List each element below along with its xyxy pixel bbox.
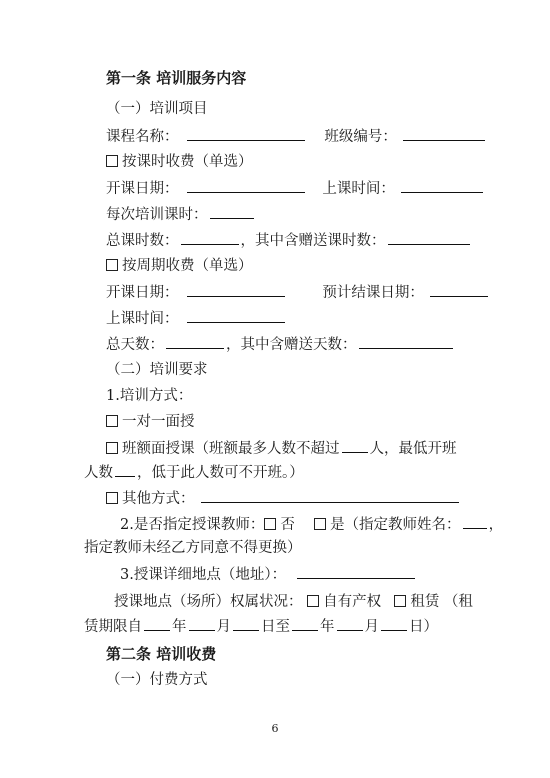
hours-per-row <box>106 204 256 225</box>
lease-month-label: 月 <box>216 619 231 635</box>
lease-to-year-blank[interactable] <box>292 616 318 631</box>
lease-end-label: 日） <box>409 619 438 635</box>
class-teaching-checkbox[interactable] <box>106 442 118 454</box>
hours-per-blank[interactable] <box>210 204 254 219</box>
teacher-name-blank[interactable] <box>463 514 487 529</box>
class-time2-blank[interactable] <box>187 308 285 323</box>
other-mode-checkbox[interactable] <box>106 492 118 504</box>
period-date-row <box>106 282 490 303</box>
option-period-row <box>106 256 253 276</box>
section-training-items: （一）培训项目 <box>106 101 208 117</box>
course-row <box>106 126 487 147</box>
class-time-blank[interactable] <box>401 178 483 193</box>
lease-year2-label: 年 <box>320 619 335 635</box>
lease-from-month-blank[interactable] <box>189 616 215 631</box>
address-row <box>120 564 417 585</box>
article2-title: 第二条 培训收费 <box>106 645 217 663</box>
one-on-one-label: 一对一面授 <box>122 414 195 430</box>
start-date2-label: 开课日期： <box>106 285 179 301</box>
total-hours-blank[interactable] <box>181 230 239 245</box>
teacher-yes-post: ， <box>488 517 504 533</box>
start-date-blank[interactable] <box>187 178 305 193</box>
address-label: 3.授课详细地点（地址）： <box>120 567 287 583</box>
address-blank[interactable] <box>297 564 415 579</box>
article1-title: 第一条 培训服务内容 <box>106 69 247 87</box>
class-no-blank[interactable] <box>403 126 485 141</box>
class-time2-row <box>106 308 287 329</box>
class-teaching-mid: 人，最低开班 <box>369 441 457 457</box>
hourly-date-row <box>106 178 485 199</box>
option-hourly-row <box>106 152 253 172</box>
class-teaching-row-2 <box>84 462 304 483</box>
one-on-one-row <box>106 412 195 432</box>
property-row <box>114 592 473 612</box>
total-days-row <box>106 334 455 355</box>
rent-label: 租赁 （租 <box>410 594 473 610</box>
course-name-blank[interactable] <box>187 126 305 141</box>
teacher-yes-checkbox[interactable] <box>314 518 326 530</box>
gift-hours-label: ，其中含赠送课时数： <box>240 233 386 249</box>
period-label: 按周期收费（单选） <box>122 258 253 274</box>
teacher-question: 2.是否指定授课教师： <box>120 517 265 533</box>
class-time2-label: 上课时间： <box>106 311 179 327</box>
hours-per-label: 每次培训课时： <box>106 207 208 223</box>
class-time-label: 上课时间： <box>322 181 395 197</box>
max-students-blank[interactable] <box>342 438 368 453</box>
own-property-label: 自有产权 <box>323 594 382 610</box>
lease-from-year-blank[interactable] <box>144 616 170 631</box>
period-checkbox[interactable] <box>106 259 118 271</box>
other-mode-row <box>106 488 461 509</box>
class-no-label: 班级编号： <box>324 129 397 145</box>
lease-from-label: 赁期限自 <box>84 619 142 635</box>
start-date-label: 开课日期： <box>106 181 179 197</box>
teacher-row <box>120 514 503 535</box>
end-date-label: 预计结课日期： <box>322 285 424 301</box>
start-date2-blank[interactable] <box>187 282 285 297</box>
training-mode-label: 1.培训方式： <box>106 388 193 404</box>
end-date-blank[interactable] <box>430 282 488 297</box>
lease-period-row <box>84 616 438 637</box>
total-days-label: 总天数： <box>106 337 164 353</box>
property-label: 授课地点（场所）权属状况： <box>114 594 303 610</box>
gift-days-blank[interactable] <box>359 334 453 349</box>
rent-checkbox[interactable] <box>394 595 406 607</box>
other-mode-blank[interactable] <box>201 488 459 503</box>
own-property-checkbox[interactable] <box>307 595 319 607</box>
min-students-blank[interactable] <box>115 462 135 477</box>
total-days-blank[interactable] <box>166 334 224 349</box>
gift-days-label: ，其中含赠送天数： <box>226 337 357 353</box>
min-students-label: 人数 <box>84 465 113 481</box>
other-mode-label: 其他方式： <box>122 491 195 507</box>
lease-to-day-blank[interactable] <box>381 616 407 631</box>
lease-to-month-blank[interactable] <box>337 616 363 631</box>
hourly-label: 按课时收费（单选） <box>122 154 253 170</box>
teacher-no-label: 否 <box>280 517 295 533</box>
total-hours-row <box>106 230 472 251</box>
one-on-one-checkbox[interactable] <box>106 415 118 427</box>
page-number: 6 <box>271 722 279 735</box>
teacher-no-checkbox[interactable] <box>264 518 276 530</box>
course-name-label: 课程名称： <box>106 129 179 145</box>
hourly-checkbox[interactable] <box>106 155 118 167</box>
lease-year-label: 年 <box>172 619 187 635</box>
total-hours-label: 总课时数： <box>106 233 179 249</box>
lease-to-label: 日至 <box>261 619 290 635</box>
teacher-yes-label: 是（指定教师姓名： <box>330 517 461 533</box>
class-teaching-end: ，低于此人数可不开班。） <box>137 465 304 481</box>
teacher-note: 指定教师未经乙方同意不得更换） <box>84 540 302 556</box>
section-payment-method: （一）付费方式 <box>106 672 208 688</box>
class-teaching-row <box>106 438 457 459</box>
class-teaching-text: 班额面授课（班额最多人数不超过 <box>122 441 340 457</box>
lease-month2-label: 月 <box>364 619 379 635</box>
lease-from-day-blank[interactable] <box>233 616 259 631</box>
section-requirements: （二）培训要求 <box>106 362 208 378</box>
gift-hours-blank[interactable] <box>388 230 470 245</box>
